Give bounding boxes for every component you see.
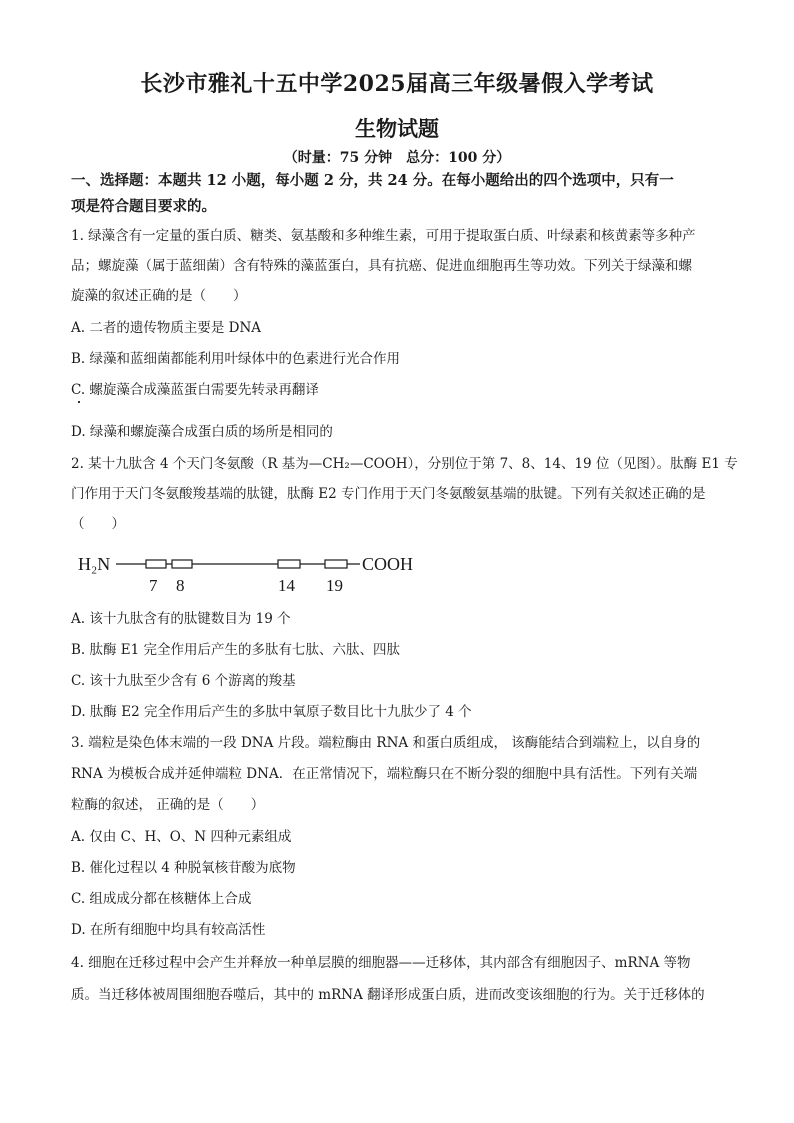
q2-option-d: D. 肽酶 E2 完全作用后产生的多肽中氧原子数目比十九肽少了 4 个	[71, 704, 472, 720]
q1-stem-line3: 旋藻的叙述正确的是（ ）	[71, 288, 247, 304]
position-label-19: 19	[326, 576, 343, 595]
q1-stem-line1: 1. 绿藻含有一定量的蛋白质、糖类、氨基酸和多种维生素，可用于提取蛋白质、叶绿素和核黄素等多种产	[71, 228, 696, 244]
q3-stem-line3: 粒酶的叙述， 正确的是（ ）	[71, 797, 265, 813]
amino-terminus-label: H₂N	[78, 554, 111, 574]
q1-option-a: A. 二者的遗传物质主要是 DNA	[71, 320, 262, 336]
time-score-info: （时量：75 分钟 总分：100 分）	[283, 150, 511, 166]
q1-option-b: B. 绿藻和蓝细菌都能利用叶绿体中的色素进行光合作用	[71, 351, 401, 367]
carboxyl-terminus-label: COOH	[362, 554, 414, 574]
q2-stem-line2: 门作用于天门冬氨酸羧基端的肽键，肽酶 E2 专门作用于天门冬氨酸氨基端的肽键。下列有关叙述正确的是	[71, 486, 706, 502]
q3-option-b: B. 催化过程以 4 种脱氧核苷酸为底物	[71, 860, 296, 876]
q2-option-b: B. 肽酶 E1 完全作用后产生的多肽有七肽、六肽、四肽	[71, 642, 401, 658]
subject-title: 生物试题	[355, 116, 439, 141]
peptide-diagram	[78, 548, 438, 600]
exam-title: 长沙市雅礼十五中学2025届高三年级暑假入学考试	[140, 71, 654, 97]
residue-box-7	[146, 560, 166, 568]
q3-stem-line1: 3. 端粒是染色体末端的一段 DNA 片段。端粒酶由 RNA 和蛋白质组成， 该酶能结合到端粒上，以自身的	[71, 735, 701, 751]
q4-stem-line2: 质。当迁移体被周围细胞吞噬后，其中的 mRNA 翻译形成蛋白质，进而改变该细胞的行为。关于迁移体的	[71, 987, 705, 1003]
q3-option-d: D. 在所有细胞中均具有较高活性	[71, 922, 266, 938]
q2-option-a: A. 该十九肽含有的肽键数目为 19 个	[71, 611, 291, 627]
q3-option-c: C. 组成成分都在核糖体上合成	[71, 891, 252, 907]
position-label-8: 8	[176, 576, 185, 595]
q3-stem-line2: RNA 为模板合成并延伸端粒 DNA．在正常情况下，端粒酶只在不断分裂的细胞中具有活性。下列有关端	[71, 766, 698, 782]
q4-stem-line1: 4. 细胞在迁移过程中会产生并释放一种单层膜的细胞器——迁移体，其内部含有细胞因子、mRNA 等物	[71, 955, 691, 971]
q3-option-a: A. 仅由 C、H、O、N 四种元素组成	[71, 829, 292, 845]
position-label-7: 7	[149, 576, 158, 595]
q1-stem-line2: 品；螺旋藻（属于蓝细菌）含有特殊的藻蓝蛋白，具有抗癌、促进血细胞再生等功效。下列关于绿藻和螺	[71, 258, 692, 274]
stray-dot	[78, 401, 80, 403]
q2-stem-line3: （ ）	[71, 516, 125, 532]
q1-option-d: D. 绿藻和螺旋藻合成蛋白质的场所是相同的	[71, 424, 333, 440]
q2-stem-line1: 2. 某十九肽含 4 个天门冬氨酸（R 基为—CH₂—COOH），分别位于第 7、8、14、19 位（见图）。肽酶 E1 专	[71, 456, 738, 472]
section-heading-line1: 一、选择题：本题共 12 小题，每小题 2 分，共 24 分。在每小题给出的四个选项中，只有一	[71, 172, 674, 189]
residue-box-14	[278, 560, 300, 568]
residue-box-8	[172, 560, 192, 568]
residue-box-19	[325, 560, 347, 568]
q2-option-c: C. 该十九肽至少含有 6 个游离的羧基	[71, 673, 296, 689]
position-label-14: 14	[278, 576, 295, 595]
q1-option-c: C. 螺旋藻合成藻蓝蛋白需要先转录再翻译	[71, 382, 319, 398]
section-heading-line2: 项是符合题目要求的。	[71, 198, 216, 215]
